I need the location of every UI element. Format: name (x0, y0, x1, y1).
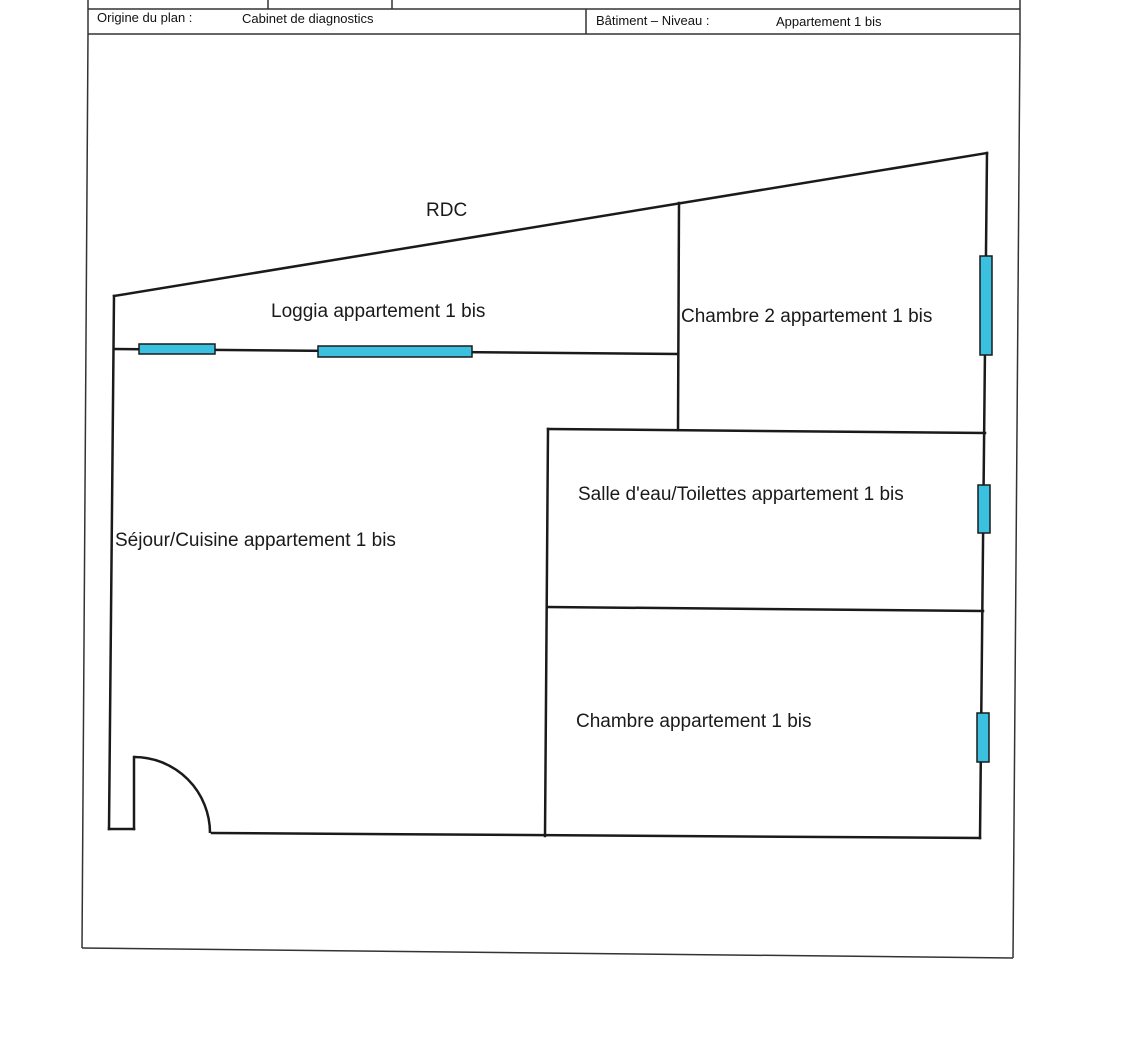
building-level-value: Appartement 1 bis (776, 14, 882, 29)
left-wall (109, 296, 114, 829)
windows (139, 256, 992, 762)
top-wall (114, 153, 987, 296)
entrance-door (134, 757, 210, 833)
chambre2-bottom-wall (548, 429, 985, 433)
plan-origin-label: Origine du plan : (97, 10, 193, 25)
window-loggia-left (139, 344, 215, 354)
level-label: RDC (426, 200, 468, 221)
window-loggia-right (318, 346, 472, 357)
room-label-sejour-cuisine: Séjour/Cuisine appartement 1 bis (115, 530, 396, 551)
room-label-salle-eau: Salle d'eau/Toilettes appartement 1 bis (578, 484, 904, 505)
building-level-label: Bâtiment – Niveau : (596, 13, 710, 28)
window-chambre (977, 713, 989, 762)
bottom-wall (212, 833, 980, 838)
room-label-chambre-2: Chambre 2 appartement 1 bis (681, 306, 933, 327)
window-salle-eau (978, 485, 990, 533)
room-label-loggia: Loggia appartement 1 bis (271, 301, 486, 322)
window-chambre2 (980, 256, 992, 355)
room-label-chambre: Chambre appartement 1 bis (576, 711, 812, 732)
inner-vertical-wall (545, 429, 548, 836)
chambre2-left-wall (678, 203, 679, 430)
door-swing-arc (134, 757, 210, 833)
salle-eau-bottom-wall (547, 607, 983, 611)
plan-origin-value: Cabinet de diagnostics (242, 11, 374, 26)
